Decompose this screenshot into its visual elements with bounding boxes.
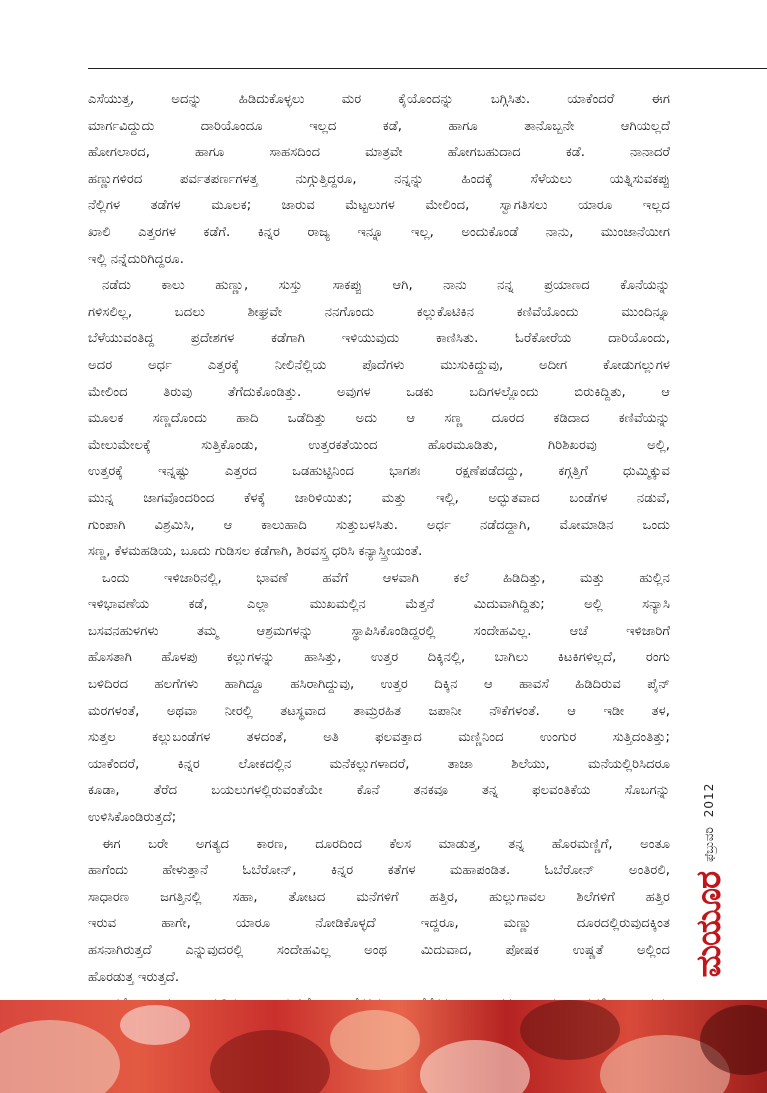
text-line: ಮೇಲುಮೇಲಕ್ಕೆ ಸುತ್ತಿಕೊಂಡು, ಉತ್ತರಕತೆಯಿಂದ ಹೊರಮೂಡಿತು, ಗಿರಿಶಿಖರವು ಅಲ್ಲಿ,	[88, 437, 670, 453]
text-line: ಹಣ್ಣುಗಳಿರದ ಪರ್ವತಪರ್ಣಗಳತ್ತ ನುಗ್ಗುತ್ತಿದ್ದರೂ, ನನ್ನನ್ನು ಹಿಂದಕ್ಕೆ ಸೆಳೆಯಲು ಯತ್ನಿಸುವಕಪ್ಪು	[88, 171, 670, 187]
text-line: ಹಸನಾಗಿರುತ್ತದೆ ಎನ್ನುವುದರಲ್ಲಿ ಸಂದೇಹವಿಲ್ಲ ಅಂಥ ಮಿದುವಾದ, ಪೋಷಕ ಉಷ್ಣತೆ ಅಲ್ಲಿಂದ	[88, 943, 670, 958]
text-line: ಗುಂಪಾಗಿ ವಿಶ್ರಮಿಸಿ, ಆ ಕಾಲುಹಾದಿ ಸುತ್ತುಬಳಸಿತು. ಅರ್ಧ ನಡೆದದ್ದಾಗಿ, ಮೋಮಾಡಿನ ಒಂದು	[88, 517, 670, 533]
text-line: ಉಳಿಸಿಕೊಂಡಿರುತ್ತದೆ;	[88, 810, 177, 826]
text-line: ಎಸೆಯುತ್ತ, ಅದನ್ನು ಹಿಡಿದುಕೊಳ್ಳಲು ಮರ ಕೈಯೊಂದನ್ನು ಬಗ್ಗಿಸಿತು. ಯಾಕೆಂದರೆ ಈಗ	[88, 92, 670, 107]
text-line: ಮೂಲಕ ಸಣ್ಣದೊಂದು ಹಾದಿ ಒಡೆದಿತ್ತು ಅದು ಆ ಸಣ್ಣ ದೂರದ ಕಡಿದಾದ ಕಣಿವೆಯನ್ನು	[88, 411, 670, 427]
article-body	[88, 87, 670, 1044]
text-line: ಇಲ್ಲಿ ನನ್ನೆದುರಿಗಿದ್ದರೂ.	[88, 251, 184, 267]
text-line: ಯಾಕೆಂದರೆ, ಕಿನ್ನರ ಲೋಕದಲ್ಲಿನ ಮನೆಕಲ್ಲುಗಳಾದರೆ, ತಾಜಾ ಶಿಲೆಯು, ಮನೆಯಲ್ಲಿರಿಸಿದರೂ	[88, 756, 670, 772]
text-line: ಈಗ ಬರೇ ಅಗತ್ಯದ ಕಾರಣ, ದೂರದಿಂದ ಕೆಲಸ ಮಾಡುತ್ತ, ತನ್ನ ಹೊರಮಣ್ಣಿಗೆ, ಅಂತೂ	[102, 836, 670, 852]
text-line: ಹೋಗಲಾರದ, ಹಾಗೂ ಸಾಹಸದಿಂದ ಮಾತ್ರವೇ ಹೋಗಬಹುದಾದ ಕಡೆ. ನಾನಾದರೆ	[88, 145, 670, 161]
text-line: ಬೆಳೆಯುವಂತಿದ್ದ ಪ್ರದೇಶಗಳ ಕಡೆಗಾಗಿ ಇಳಿಯುವುದು ಕಾಣಿಸಿತು. ಓರೆಕೋರೆಯ ದಾರಿಯೊಂದು,	[88, 331, 670, 347]
footer-highlight-3	[330, 1010, 420, 1070]
magazine-logo: ಮಯೂರ	[689, 871, 729, 978]
text-line: ಸಣ್ಣ, ಕೆಳಮಹಡಿಯ, ಬೂದು ಗುಡಿಸಲ ಕಡೆಗಾಗಿ, ಶಿರವಸ್ತ್ರ ಧರಿಸಿ ಕನ್ಯಾಸ್ತ್ರೀಯಂತೆ.	[88, 544, 423, 560]
text-line: ಇರುವ ಹಾಗೇ, ಯಾರೂ ನೋಡಿಕೊಳ್ಳದೆ ಇದ್ದರೂ, ಮಣ್ಣು ದೂರದಲ್ಲಿರುವುದಕ್ಕಿಂತ	[88, 916, 670, 932]
masthead-rotated-group	[689, 783, 729, 978]
footer-highlight-2	[120, 1005, 190, 1045]
text-line: ಹೊರಡುತ್ತ ಇರುತ್ತದೆ.	[88, 969, 180, 985]
footer-shadow-2	[520, 1000, 620, 1060]
issue-year: 2012	[702, 782, 716, 818]
text-line: ನೆಲ್ಲಿಗಳ ತಡೆಗಳ ಮೂಲಕ; ಜಾರುವ ಮೆಟ್ಟಲುಗಳ ಮೇಲಿಂದ, ಸ್ವಾಗತಿಸಲು ಯಾರೂ ಇಲ್ಲದ	[88, 198, 670, 214]
text-line: ಮರಗಳಂತೆ, ಅಥವಾ ನೀರಲ್ಲಿ ತಟಸ್ಥವಾದ ತಾಮ್ರರಹಿತ ಜಪಾನೀ ನೌಕೆಗಳಂತೆ. ಆ ಇಡೀ ತಳ,	[88, 703, 670, 719]
text-line: ಇಳಿಭಾವಣೆಯ ಕಡೆ, ಎಲ್ಲಾ ಮುಖಮಲ್ಲಿನ ಮೆತ್ತನೆ ಮಿದುವಾಗಿದ್ದಿತು; ಅಲ್ಲಿ ಸನ್ಯಾಸಿ	[88, 597, 670, 613]
text-line: ಮೇಲಿಂದ ತಿರುವು ತೆಗೆದುಕೊಂಡಿತ್ತು. ಅವುಗಳ ಒಡಕು ಬದಿಗಳಲ್ಲೊಂದು ಬಿರುಕಿದ್ದಿತು, ಆ	[88, 384, 670, 400]
text-line: ಮುನ್ನ ಜಾಗವೊಂದರಿಂದ ಕೆಳಕ್ಕೆ ಜಾರಿಳಿಯಿತು; ಮತ್ತು ಇಲ್ಲಿ, ಅದ್ಭುತವಾದ ಬಂಡೆಗಳ ನಡುವೆ,	[88, 490, 670, 506]
text-line: ಒಂದು ಇಳಿಜಾರಿನಲ್ಲಿ, ಭಾವಣೆ ಹವೆಗೆ ಆಳವಾಗಿ ಕಲೆ ಹಿಡಿದಿತ್ತು, ಮತ್ತು ಹುಲ್ಲಿನ	[102, 570, 670, 586]
text-line: ಬಳಿದಿರದ ಹಲಗೆಗಳು ಹಾಗಿದ್ದೂ ಹಸಿರಾಗಿದ್ದುವು, ಉತ್ತರ ದಿಕ್ಕಿನ ಆ ಹಾವಸೆ ಹಿಡಿದಿರುವ ಪೈನ್	[88, 677, 670, 693]
text-line: ಸಾಧಾರಣ ಜಗತ್ತಿನಲ್ಲಿ ಸಹಾ, ತೋಟದ ಮನೆಗಳಿಗೆ ಹತ್ತಿರ, ಹುಲ್ಲುಗಾವಲ ಶಿಲೆಗಳಿಗೆ ಹತ್ತಿರ	[88, 889, 670, 905]
footer-shadow-1	[210, 1030, 330, 1093]
text-line: ಹಾಗೆಂದು ಹೇಳುತ್ತಾನೆ ಓಬೆರೋನ್, ಕಿನ್ನರ ಕತೆಗಳ ಮಹಾಪಂಡಿತ. ಓಬೆರೋನ್ ಅಂತಿರಲಿ,	[88, 863, 670, 879]
issue-month: ಫೆಬ್ರುವರಿ	[701, 827, 716, 862]
text-line: ಮಾರ್ಗವಿದ್ದುದು ದಾರಿಯೊಂದೂ ಇಲ್ಲದ ಕಡೆ, ಹಾಗೂ ತಾನೊಬ್ಬನೇ ಆಗಿಯಲ್ಲದೆ	[88, 118, 670, 134]
text-line: ಅದರ ಅರ್ಧ ಎತ್ತರಕ್ಕೆ ನೀಲಿನೆಲ್ಲಿಯ ಪೊದೆಗಳು ಮುಸುಕಿದ್ದುವು, ಅದೀಗ ಕೋಡುಗಲ್ಲುಗಳ	[88, 357, 670, 373]
text-line: ಹೊಸತಾಗಿ ಹೊಳಪು ಕಲ್ಲುಗಳನ್ನು ಹಾಸಿತ್ತು, ಉತ್ತರ ದಿಕ್ಕಿನಲ್ಲಿ, ಬಾಗಿಲು ಕಿಟಕಿಗಳಿಲ್ಲದೆ, ರಂಗು	[88, 650, 670, 666]
text-line: ಉತ್ತರಕ್ಕೆ ಇನ್ನಷ್ಟು ಎತ್ತರದ ಒಡಹುಟ್ಟಿನಿಂದ ಭಾಗಶಃ ರಕ್ಷಣೆಪಡೆದದ್ದು, ಕಗ್ಗತ್ತಿಗೆ ಧುಮ್ಮಿಕ್ಕುವ	[88, 464, 670, 480]
magazine-masthead	[684, 760, 734, 1000]
text-line: ನಡೆದು ಕಾಲು ಹುಣ್ಣು, ಸುಸ್ತು ಸಾಕಪ್ಪು ಆಗಿ, ನಾನು ನನ್ನ ಪ್ರಯಾಣದ ಕೊನೆಯನ್ನು	[102, 278, 670, 294]
text-line: ಬಸವನಹುಳಗಳು ತಮ್ಮ ಆಶ್ರಮಗಳನ್ನು ಸ್ಥಾಪಿಸಿಕೊಂಡಿದ್ದರಲ್ಲಿ ಸಂದೇಹವಿಲ್ಲ. ಆಚೆ ಇಳಿಜಾರಿಗೆ	[88, 623, 670, 639]
text-line: ಸುತ್ತಲ ಕಲ್ಲುಬಂಡೆಗಳ ತಳದಂತೆ, ಅತಿ ಫಲವತ್ತಾದ ಮಣ್ಣಿನಿಂದ ಉಂಗುರ ಸುತ್ತಿದಂತಿತ್ತು;	[88, 730, 670, 746]
footer-highlight-4	[420, 1040, 530, 1093]
text-line: ಖಾಲಿ ಎತ್ತರಗಳ ಕಡೆಗೆ. ಕಿನ್ನರ ರಾಜ್ಯ ಇನ್ನೂ ಇಲ್ಲ, ಅಂದುಕೊಂಡೆ ನಾನು, ಮುಂಜಾನೆಯೀಗ	[88, 224, 670, 240]
footer-decorative-image	[0, 1000, 767, 1093]
text-line: ಗಳಿಸಲಿಲ್ಲ, ಬದಲು ಶೀಘ್ರವೇ ನನಗೊಂದು ಕಲ್ಲುಕೊಟಿಕಿನ ಕಣಿವೆಯೊಂದು ಮುಂದಿನ್ನೂ	[88, 304, 670, 320]
header-rule	[88, 68, 767, 69]
text-line: ಕೂಡಾ, ತೆರೆದ ಬಯಲುಗಳಲ್ಲಿರುವಂತೆಯೇ ಕೊನೆ ತನಕವೂ ತನ್ನ ಫಲವಂತಿಕೆಯ ಸೊಬಗನ್ನು	[88, 783, 670, 799]
footer-highlight-1	[0, 1020, 120, 1093]
